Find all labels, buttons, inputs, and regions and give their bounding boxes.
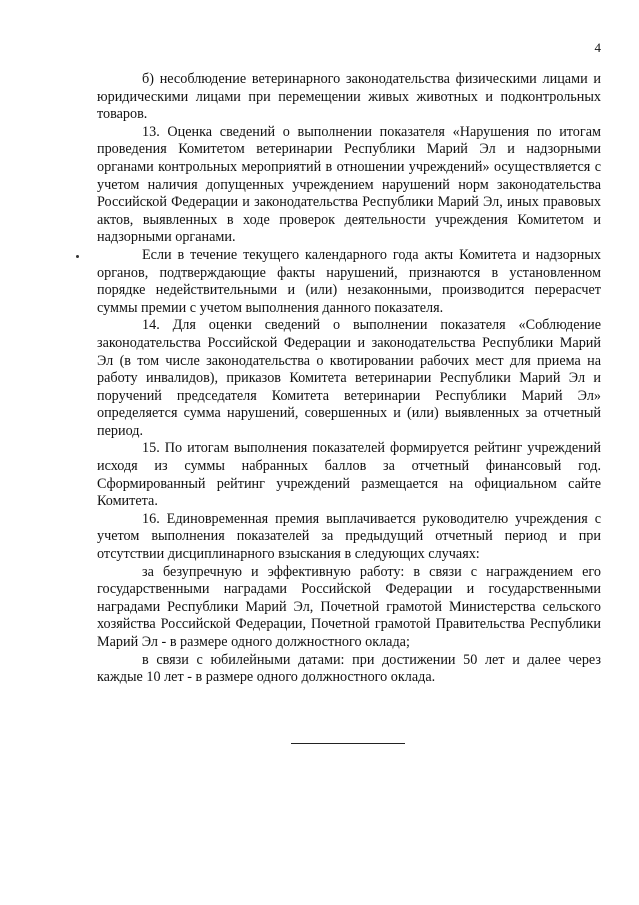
paragraph-b-violation: б) несоблюдение ветеринарного законодательства физическими лицами и юридическими лицами при перемещении живых животных и подконтрольных товаров.	[97, 71, 601, 123]
paragraph-13: 13. Оценка сведений о выполнении показателя «Нарушения по итогам проведения Комитетом ветеринарии Республики Марий Эл и надзорными органами контрольных мероприятий в отношении учреждений» осуществляется с учетом наличия допущенных учреждением нарушений норм законодательства Российской Федерации и законодательства Республики Марий Эл, иных правовых актов, выявленных в ходе проверок деятельности учреждения Комитетом и надзорными органами.	[97, 123, 601, 246]
paragraph-16: 16. Единовременная премия выплачивается руководителю учреждения с учетом выполнения показателей за предыдущий отчетный период и при отсутствии дисциплинарного взыскания в следующих случаях:	[97, 510, 601, 563]
document-body	[97, 71, 601, 687]
paragraph-award: за безупречную и эффективную работу: в связи с награждением его государственными наградами Российской Федерации и государственными наградами Республики Марий Эл, Почетной грамотой Министерства сельского хозяйства Российской Федерации, Почетной грамотой Правительства Республики Марий Эл - в размере одного должностного оклада;	[97, 563, 601, 650]
paragraph-recalculation: Если в течение текущего календарного года акты Комитета и надзорных органов, подтверждающие факты нарушений, признаются в установленном порядке недействительными и (или) незаконными, производится перерасчет суммы премии с учетом выполнения данного показателя.	[97, 246, 601, 316]
end-of-document-rule	[291, 743, 405, 744]
page-number: 4	[594, 40, 601, 55]
paragraph-jubilee: в связи с юбилейными датами: при достижении 50 лет и далее через каждые 10 лет - в размере одного должностного оклада.	[97, 651, 601, 686]
paragraph-14: 14. Для оценки сведений о выполнении показателя «Соблюдение законодательства Российской Федерации и законодательства Республики Марий Эл (в том числе законодательства о квотировании рабочих мест для приема на работу инвалидов), приказов Комитета ветеринарии Республики Марий Эл и поручений председателя Комитета ветеринарии Республики Марий Эл» определяется сумма нарушений, совершенных и (или) выявленных за отчетный период.	[97, 317, 601, 439]
margin-dot	[76, 255, 79, 258]
paragraph-15: 15. По итогам выполнения показателей формируется рейтинг учреждений исходя из суммы набранных баллов за отчетный финансовый год. Сформированный рейтинг учреждений размещается на официальном сайте Комитета.	[97, 440, 601, 510]
